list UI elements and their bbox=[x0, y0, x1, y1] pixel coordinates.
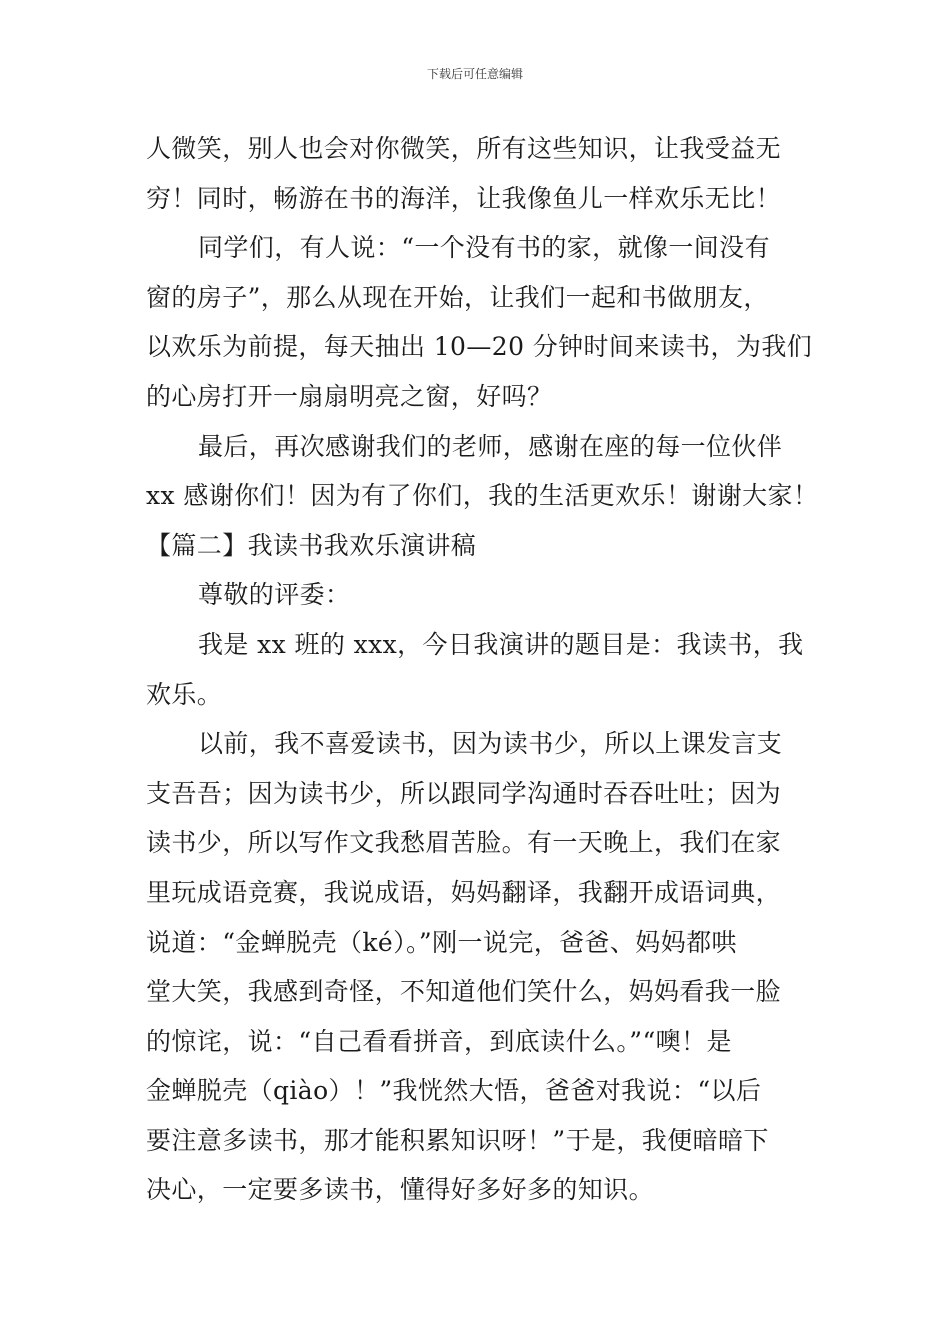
salutation: 尊敬的评委： bbox=[198, 580, 351, 610]
text-line: 穷！同时，畅游在书的海洋，让我像鱼儿一样欢乐无比！ bbox=[146, 183, 782, 213]
document-body bbox=[146, 124, 836, 1215]
text-line: 人微笑，别人也会对你微笑，所有这些知识，让我受益无 bbox=[146, 134, 782, 163]
section-heading: 【篇二】我读书我欢乐演讲稿 bbox=[146, 530, 477, 560]
page-header: 下载后可任意编辑 bbox=[426, 67, 523, 81]
text-line: 读书少，所以写作文我愁眉苦脸。有一天晚上，我们在家 bbox=[146, 828, 782, 858]
text-line: 窗的房子”，那么从现在开始，让我们一起和书做朋友， bbox=[146, 282, 769, 312]
text-line: xx 感谢你们！因为有了你们，我的生活更欢乐！谢谢大家！ bbox=[146, 481, 819, 511]
text-line: 以前，我不喜爱读书，因为读书少，所以上课发言支 bbox=[198, 729, 783, 759]
text-line: 支吾吾；因为读书少，所以跟同学沟通时吞吞吐吐；因为 bbox=[146, 778, 782, 808]
text-line: 最后，再次感谢我们的老师，感谢在座的每一位伙伴 bbox=[198, 431, 783, 461]
text-line: 里玩成语竞赛，我说成语，妈妈翻译，我翻开成语词典， bbox=[146, 877, 782, 907]
text-line: 堂大笑，我感到奇怪，不知道他们笑什么，妈妈看我一脸 bbox=[146, 977, 782, 1007]
text-line: 决心，一定要多读书，懂得好多好多的知识。 bbox=[146, 1175, 655, 1205]
text-line: 我是 xx 班的 xxx，今日我演讲的题目是：我读书，我 bbox=[198, 629, 804, 659]
text-line: 同学们，有人说：“一个没有书的家，就像一间没有 bbox=[198, 233, 770, 263]
text-line: 的惊诧，说：“自己看看拼音，到底读什么。”“噢！是 bbox=[146, 1026, 732, 1056]
text-line: 的心房打开一扇扇明亮之窗，好吗？ bbox=[146, 381, 553, 411]
text-line: 以欢乐为前提，每天抽出 10—20 分钟时间来读书，为我们 bbox=[146, 332, 813, 362]
text-line: 说道：“金蝉脱壳（ké）。”刚一说完，爸爸、妈妈都哄 bbox=[146, 927, 737, 957]
text-line: 要注意多读书，那才能积累知识呀！”于是，我便暗暗下 bbox=[146, 1125, 769, 1155]
text-line: 欢乐。 bbox=[146, 679, 223, 709]
text-line: 金蝉脱壳（qiào）！”我恍然大悟，爸爸对我说：“以后 bbox=[146, 1076, 762, 1106]
